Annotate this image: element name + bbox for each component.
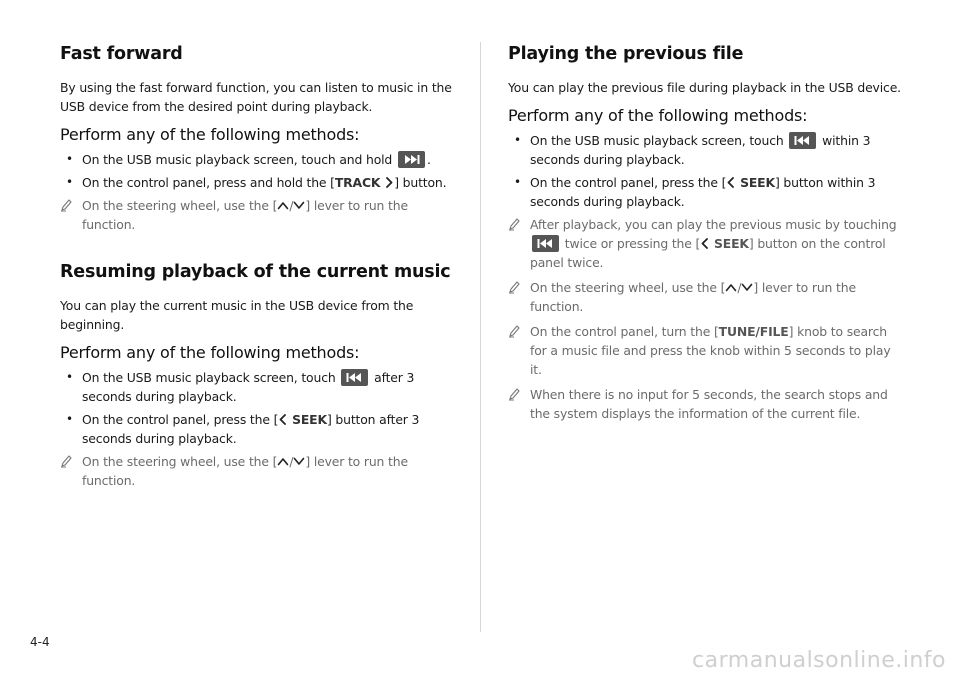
fast-forward-method-list	[60, 150, 452, 192]
list-item: • On the USB music playback screen, touch after 3 seconds during playback.	[60, 368, 452, 406]
chevron-left-icon	[700, 238, 710, 249]
chevron-left-icon	[278, 414, 288, 425]
note: On the steering wheel, use the [ / ] lever to run the function.	[60, 196, 452, 234]
note-pen-icon	[508, 387, 520, 401]
previous-methods-heading: Perform any of the following methods:	[508, 106, 808, 125]
chevron-left-icon	[726, 177, 736, 188]
column-divider	[480, 42, 481, 632]
arrow-down-icon	[293, 457, 305, 466]
seek-key-label: SEEK	[714, 236, 749, 251]
note-pen-icon	[60, 198, 72, 212]
rewind-button-icon	[341, 369, 368, 386]
list-item: • On the control panel, press the [ SEEK] button within 3 seconds during playback.	[508, 173, 903, 211]
note: When there is no input for 5 seconds, the search stops and the system displays the information of the current file.	[508, 385, 903, 423]
list-item: • On the USB music playback screen, touch within 3 seconds during playback.	[508, 131, 903, 169]
list-item: • On the USB music playback screen, touch and hold .	[60, 150, 452, 169]
tune-file-key-label: TUNE/FILE	[718, 324, 789, 339]
arrow-down-icon	[741, 283, 753, 292]
note-pen-icon	[60, 454, 72, 468]
chevron-right-icon	[384, 177, 394, 188]
note-pen-icon	[508, 217, 520, 231]
previous-file-description: You can play the previous file during playback in the USB device.	[508, 80, 901, 95]
seek-key-label: SEEK	[740, 175, 775, 190]
watermark: carmanualsonline.info	[692, 648, 946, 673]
note: On the steering wheel, use the [ / ] lever to run the function.	[60, 452, 452, 490]
fast-forward-heading: Fast forward	[60, 44, 183, 64]
note-pen-icon	[508, 280, 520, 294]
resume-methods-heading: Perform any of the following methods:	[60, 343, 360, 362]
note: After playback, you can play the previous music by touching twice or pressing the [ SEEK] button on the control panel twice.	[508, 215, 903, 272]
previous-file-heading: Playing the previous file	[508, 44, 744, 64]
fast-forward-methods-heading: Perform any of the following methods:	[60, 125, 360, 144]
resume-method-list	[60, 368, 452, 448]
resume-playback-description: You can play the current music in the USB device from the beginning.	[60, 298, 414, 332]
seek-key-label: SEEK	[292, 412, 327, 427]
fast-forward-button-icon	[398, 151, 425, 168]
rewind-button-icon	[532, 235, 559, 252]
note: On the steering wheel, use the [ / ] lever to run the function.	[508, 278, 903, 316]
fast-forward-description: By using the fast forward function, you can listen to music in the USB device from the desired point during playback.	[60, 80, 452, 114]
track-key-label: TRACK	[334, 175, 381, 190]
note-pen-icon	[508, 324, 520, 338]
right-column	[508, 42, 903, 429]
arrow-up-icon	[725, 283, 737, 292]
list-item: • On the control panel, press and hold the [TRACK ] button.	[60, 173, 452, 192]
left-column	[60, 42, 452, 496]
arrow-down-icon	[293, 201, 305, 210]
list-item: • On the control panel, press the [ SEEK] button after 3 seconds during playback.	[60, 410, 452, 448]
arrow-up-icon	[277, 201, 289, 210]
rewind-button-icon	[789, 132, 816, 149]
arrow-up-icon	[277, 457, 289, 466]
page-number: 4-4	[30, 635, 50, 649]
previous-method-list	[508, 131, 903, 211]
note: On the control panel, turn the [TUNE/FILE] knob to search for a music file and press the knob within 5 seconds to play it.	[508, 322, 903, 379]
resume-playback-heading: Resuming playback of the current music	[60, 262, 451, 282]
